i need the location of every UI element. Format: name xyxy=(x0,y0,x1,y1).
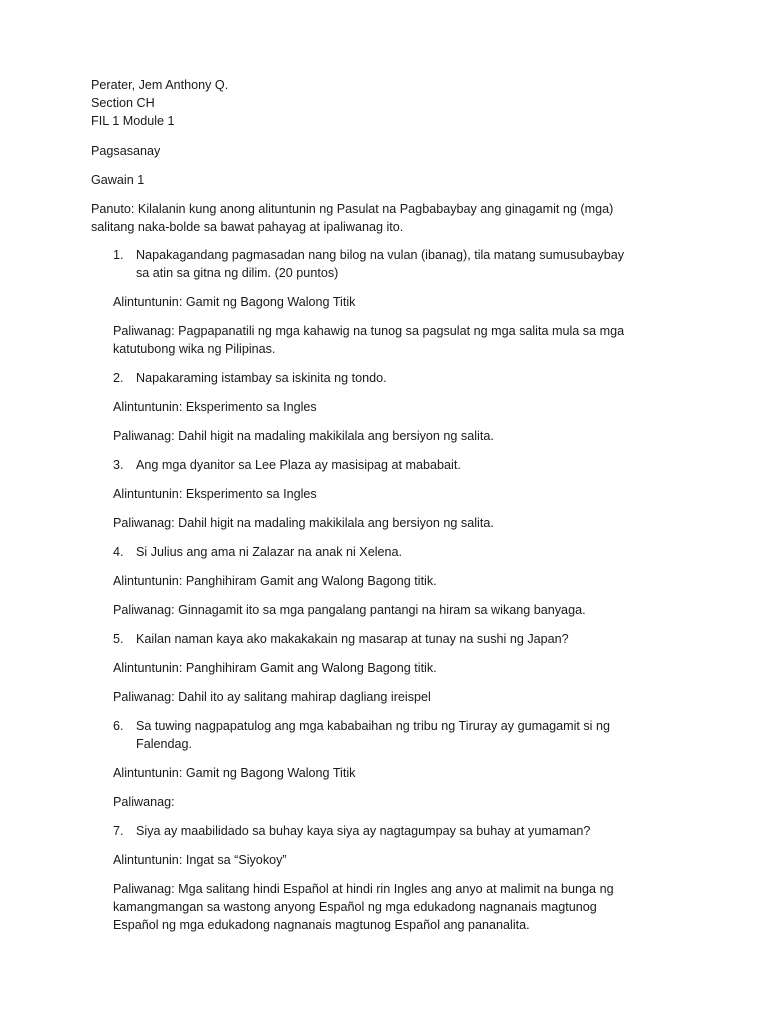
item-question: Ang mga dyanitor sa Lee Plaza ay masisipag at mababait. xyxy=(136,458,461,472)
page-heading: Pagsasanay xyxy=(91,144,161,158)
item-rule: Alintuntunin: Eksperimento sa Ingles xyxy=(113,487,317,501)
item-question: Napakagandang pagmasadan nang bilog na vulan (ibanag), tila matang sumusubaybay xyxy=(136,248,625,262)
item-rule: Alintuntunin: Gamit ng Bagong Walong Titik xyxy=(113,295,356,309)
item-rule: Alintuntunin: Panghihiram Gamit ang Walong Bagong titik. xyxy=(113,574,437,588)
item-number: 6. xyxy=(113,719,124,733)
item-explanation: Paliwanag: Dahil higit na madaling makikilala ang bersiyon ng salita. xyxy=(113,429,494,443)
item-question: Siya ay maabilidado sa buhay kaya siya ay nagtagumpay sa buhay at yumaman? xyxy=(136,824,591,838)
item-rule: Alintuntunin: Eksperimento sa Ingles xyxy=(113,400,317,414)
item-explanation: Paliwanag: xyxy=(113,795,175,809)
item-question: Falendag. xyxy=(136,737,193,751)
item-explanation: katutubong wika ng Pilipinas. xyxy=(113,342,276,356)
item-question: sa atin sa gitna ng dilim. (20 puntos) xyxy=(136,266,339,280)
item-number: 4. xyxy=(113,545,124,559)
item-explanation: Español ng mga edukadong nagnanais magtunog Español ang pananalita. xyxy=(113,918,530,932)
activity-title: Gawain 1 xyxy=(91,173,145,187)
item-explanation: Paliwanag: Pagpapanatili ng mga kahawig na tunog sa pagsulat ng mga salita mula sa mga xyxy=(113,324,625,338)
instructions-line: Panuto: Kilalanin kung anong alituntunin ng Pasulat na Pagbabaybay ang ginagamit ng (mga) xyxy=(91,202,614,216)
item-rule: Alintuntunin: Panghihiram Gamit ang Walong Bagong titik. xyxy=(113,661,437,675)
item-explanation: Paliwanag: Mga salitang hindi Español at hindi rin Ingles ang anyo at malimit na bunga ng xyxy=(113,882,614,896)
module-label: FIL 1 Module 1 xyxy=(91,114,175,128)
item-number: 1. xyxy=(113,248,124,262)
item-rule: Alintuntunin: Ingat sa “Siyokoy” xyxy=(113,853,287,867)
item-question: Napakaraming istambay sa iskinita ng tondo. xyxy=(136,371,387,385)
item-rule: Alintuntunin: Gamit ng Bagong Walong Titik xyxy=(113,766,356,780)
item-number: 2. xyxy=(113,371,124,385)
item-explanation: kamangmangan sa wastong anyong Español ng mga edukadong nagnanais magtunog xyxy=(113,900,597,914)
section-label: Section CH xyxy=(91,96,155,110)
instructions-line: salitang naka-bolde sa bawat pahayag at ipaliwanag ito. xyxy=(91,220,404,234)
item-number: 7. xyxy=(113,824,124,838)
item-number: 5. xyxy=(113,632,124,646)
item-explanation: Paliwanag: Ginnagamit ito sa mga pangalang pantangi na hiram sa wikang banyaga. xyxy=(113,603,586,617)
item-question: Sa tuwing nagpapatulog ang mga kababaihan ng tribu ng Tiruray ay gumagamit si ng xyxy=(136,719,610,733)
student-name: Perater, Jem Anthony Q. xyxy=(91,78,229,92)
item-explanation: Paliwanag: Dahil ito ay salitang mahirap dagliang ireispel xyxy=(113,690,431,704)
item-question: Si Julius ang ama ni Zalazar na anak ni Xelena. xyxy=(136,545,403,559)
item-number: 3. xyxy=(113,458,124,472)
item-question: Kailan naman kaya ako makakakain ng masarap at tunay na sushi ng Japan? xyxy=(136,632,569,646)
item-explanation: Paliwanag: Dahil higit na madaling makikilala ang bersiyon ng salita. xyxy=(113,516,494,530)
